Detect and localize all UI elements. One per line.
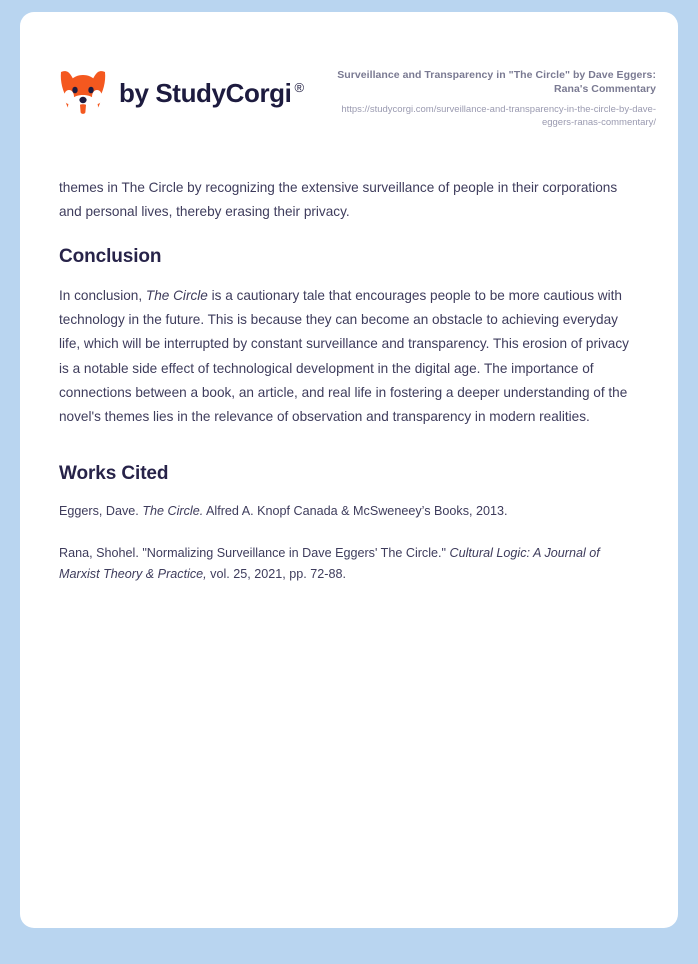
- works-cited-heading: Works Cited: [59, 463, 169, 485]
- document-title: Surveillance and Transparency in "The Circle" by Dave Eggers: Rana's Commentary: [337, 69, 656, 96]
- citation-title-italic: Cultural Logic: A Journal of Marxist Theory & Practice,: [59, 545, 600, 582]
- citation-author: Rana, Shohel. "Normalizing Surveillance in Dave Eggers' The Circle.": [59, 545, 450, 560]
- citation-title-italic: The Circle.: [142, 504, 204, 519]
- conclusion-heading: Conclusion: [59, 245, 162, 267]
- citation-publisher: Alfred A. Knopf Canada & McSweneey’s Books, 2013.: [203, 504, 508, 519]
- document-source-url: https://studycorgi.com/surveillance-and-transparency-in-the-circle-by-dave-eggers-ranas-commentary/: [341, 103, 656, 129]
- studycorgi-brand: [59, 62, 304, 118]
- brand-wordmark: [119, 80, 304, 106]
- citation-entry: [59, 501, 631, 523]
- registered-trademark-symbol: ®: [294, 80, 305, 95]
- document-body: [20, 176, 678, 586]
- conclusion-text-part1: In conclusion,: [59, 287, 146, 303]
- brand-name: by StudyCorgi: [119, 78, 292, 108]
- conclusion-book-title: The Circle: [145, 287, 208, 303]
- header-meta: [326, 62, 656, 130]
- document-header: [20, 12, 678, 130]
- conclusion-paragraph: [59, 284, 631, 429]
- conclusion-text-part2: is a cautionary tale that encourages people to be more cautious with technology in the future. This is because they can become an obstacle to achieving everyday life, which will be interrupted by constant surveillance and transparency. This erosion of privacy is a notable side effect of technological development in the digital age. The importance of connections between a book, an article, and real life in fostering a deeper understanding of the novel's themes lies in the relevance of observation and transparency in modern realities.: [59, 287, 629, 424]
- works-cited-section: [59, 463, 631, 586]
- citation-publisher: vol. 25, 2021, pp. 72-88.: [206, 567, 347, 582]
- citation-entry: [59, 543, 631, 586]
- intro-paragraph: themes in The Circle by recognizing the extensive surveillance of people in their corporations and personal lives, thereby erasing their privacy.: [59, 179, 618, 219]
- document-page-card: [20, 12, 678, 928]
- citation-author: Eggers, Dave.: [59, 504, 143, 519]
- corgi-head-icon: [59, 68, 107, 118]
